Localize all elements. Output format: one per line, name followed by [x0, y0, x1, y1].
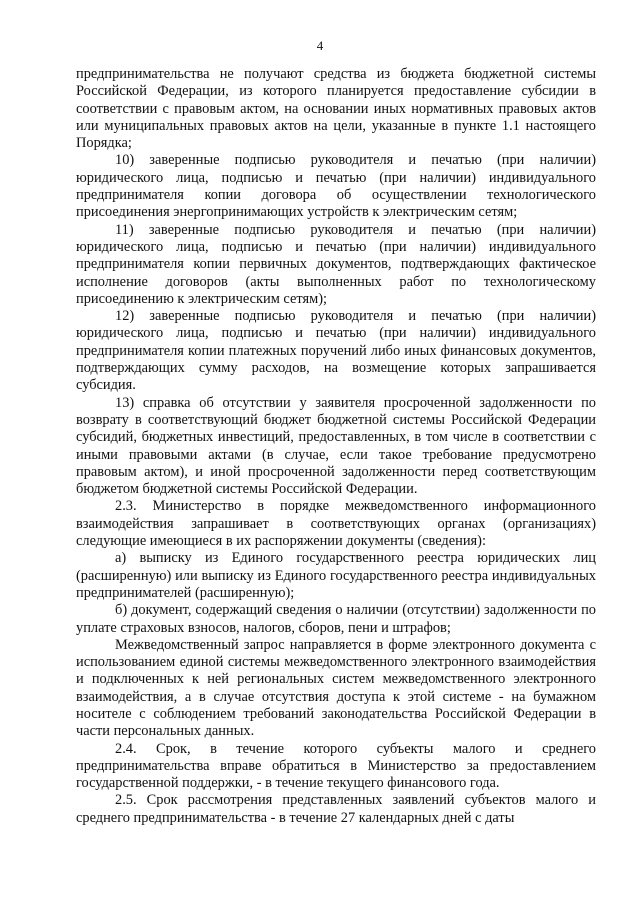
paragraph-section-2-3: 2.3. Министерство в порядке межведомственного информационного взаимодействия запрашивает в соответствующих органах (организациях) следующие имеющиеся в их распоряжении документы (сведения): [76, 498, 596, 550]
paragraph-item-10: 10) заверенные подписью руководителя и печатью (при наличии) юридического лица, подписью и печатью (при наличии) индивидуального предпринимателя копии договора об осуществлении технологического присоединения энергопринимающих устройств к электрическим сетям; [76, 152, 596, 221]
paragraph-item-11: 11) заверенные подписью руководителя и печатью (при наличии) юридического лица, подписью и печатью (при наличии) индивидуального предпринимателя копии первичных документов, подтверждающих фактическое исполнение договоров (акты выполненных работ по технологическому присоединению к электрическим сетям); [76, 221, 596, 307]
document-body [76, 66, 596, 827]
paragraph-item-13: 13) справка об отсутствии у заявителя просроченной задолженности по возврату в соответствующий бюджет бюджетной системы Российской Федерации субсидий, бюджетных инвестиций, предоставленных, в том числе в соответствии с иными правовыми актами (в случае, если такое требование предусмотрено правовым актом), и иной просроченной задолженности перед соответствующим бюджетом бюджетной системы Российской Федерации. [76, 394, 596, 498]
paragraph-item-a: а) выписку из Единого государственного реестра юридических лиц (расширенную) или выписку из Единого государственного реестра индивидуальных предпринимателей (расширенную); [76, 550, 596, 601]
paragraph-section-2-4: 2.4. Срок, в течение которого субъекты малого и среднего предпринимательства вправе обратиться в Министерство за предоставлением государственной поддержки, - в течение текущего финансового года. [76, 740, 596, 792]
paragraph-interagency-request: Межведомственный запрос направляется в форме электронного документа с использованием единой системы межведомственного электронного взаимодействия и подключенных к ней региональных систем межведомственного электронного взаимодействия, а в случае отсутствия доступа к этой системе - на бумажном носителе с соблюдением требований законодательства Российской Федерации в части персональных данных. [76, 636, 596, 740]
paragraph-continuation: предпринимательства не получают средства из бюджета бюджетной системы Российской Федерации, из которого планируется предоставление субсидии в соответствии с правовым актом, на основании иных нормативных правовых актов или муниципальных правовых актов на цели, указанные в пункте 1.1 настоящего Порядка; [76, 66, 596, 152]
paragraph-section-2-5: 2.5. Срок рассмотрения представленных заявлений субъектов малого и среднего предпринимательства - в течение 27 календарных дней с даты [76, 792, 596, 826]
paragraph-item-b: б) документ, содержащий сведения о наличии (отсутствии) задолженности по уплате страховых взносов, налогов, сборов, пени и штрафов; [76, 602, 596, 636]
paragraph-item-12: 12) заверенные подписью руководителя и печатью (при наличии) юридического лица, подписью и печатью (при наличии) индивидуального предпринимателя копии платежных поручений либо иных финансовых документов, подтверждающих сумму расходов, на возмещение которых запрашивается субсидия. [76, 308, 596, 394]
page-number: 4 [316, 38, 324, 53]
